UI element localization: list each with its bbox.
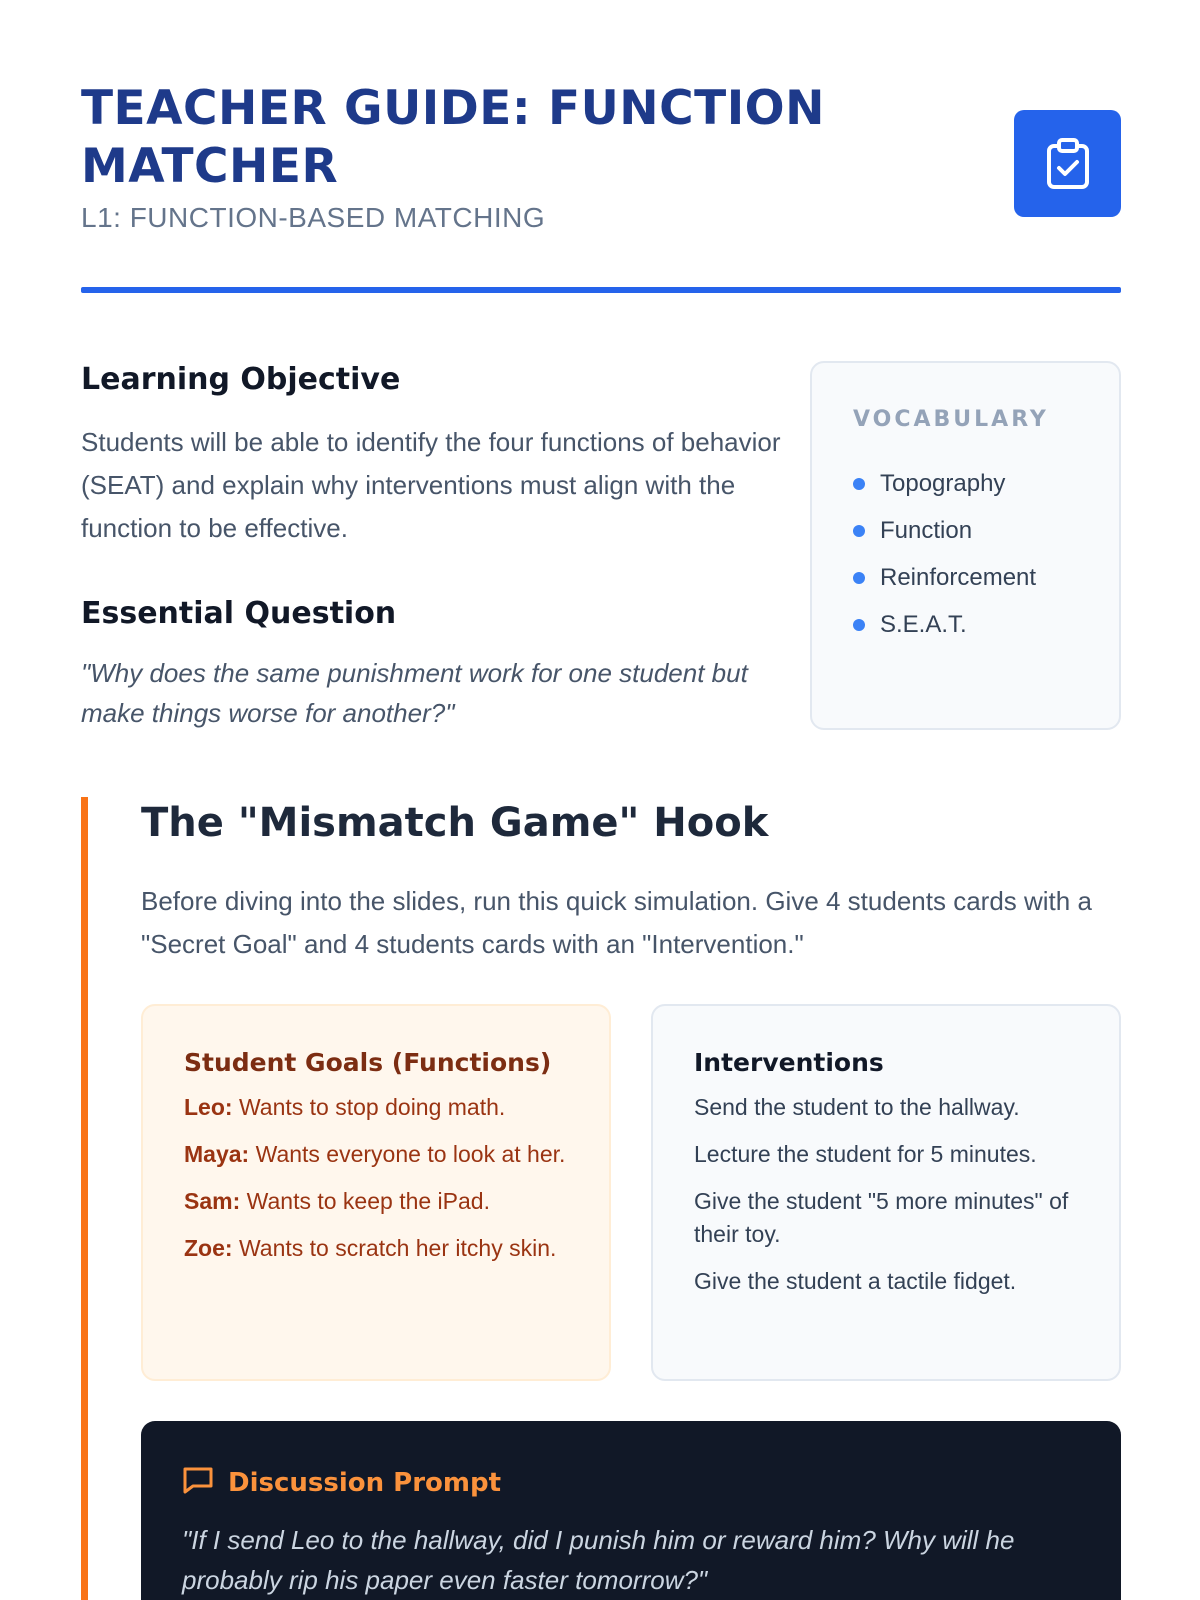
intervention-item: Lecture the student for 5 minutes. (694, 1141, 1037, 1167)
student-name: Sam: (184, 1188, 241, 1214)
page-title: TEACHER GUIDE: FUNCTION MATCHER (81, 81, 825, 194)
goal-item (184, 1091, 574, 1124)
discussion-prompt-text: "If I send Leo to the hallway, did I punish him or reward him? Why will he probably rip his paper even faster tomorrow?" (182, 1525, 1015, 1595)
interventions-card (651, 1004, 1121, 1381)
vocabulary-term: Topography (880, 469, 1006, 497)
objective-section (81, 362, 781, 733)
intervention-item: Give the student a tactile fidget. (694, 1268, 1017, 1294)
objective-text: Students will be able to identify the four functions of behavior (SEAT) and explain why interventions must align with the function to be effective. (81, 427, 781, 543)
interventions-title: Interventions (694, 1048, 884, 1077)
goal-text: Wants to stop doing math. (232, 1094, 506, 1120)
vocabulary-card (810, 361, 1121, 730)
vocabulary-item (853, 601, 1119, 648)
student-name: Zoe: (184, 1235, 233, 1261)
goal-item (184, 1185, 574, 1218)
header-divider (81, 287, 1121, 293)
chat-bubble-icon (182, 1465, 214, 1500)
hook-text: Before diving into the slides, run this quick simulation. Give 4 students cards with a "Secret Goal" and 4 students cards with an "Intervention." (141, 886, 1092, 959)
vocabulary-list (853, 460, 1119, 648)
bullet-dot-icon (853, 572, 865, 584)
goal-text: Wants to scratch her itchy skin. (232, 1235, 557, 1261)
page-subtitle: L1: FUNCTION-BASED MATCHING (81, 202, 546, 233)
student-goals-card (141, 1004, 611, 1381)
essential-question-text: "Why does the same punishment work for one student but make things worse for another?" (81, 658, 748, 728)
goal-item (184, 1138, 574, 1171)
vocabulary-item (853, 554, 1119, 601)
page-header (81, 80, 1121, 294)
hook-title: The "Mismatch Game" Hook (141, 800, 769, 846)
objective-heading: Learning Objective (81, 362, 401, 397)
student-goals-list (184, 1091, 574, 1265)
vocabulary-term: Reinforcement (880, 563, 1037, 591)
intervention-item: Send the student to the hallway. (694, 1094, 1020, 1120)
interventions-list (694, 1091, 1084, 1298)
discussion-prompt-title: Discussion Prompt (228, 1467, 502, 1498)
goal-item (184, 1232, 574, 1265)
goal-text: Wants to keep the iPad. (240, 1188, 490, 1214)
hook-accent-bar (81, 797, 88, 1600)
student-name: Leo: (184, 1094, 233, 1120)
vocabulary-title: VOCABULARY (853, 407, 1049, 432)
vocabulary-item (853, 507, 1119, 554)
discussion-prompt-card (141, 1421, 1121, 1600)
clipboard-check-icon (1014, 110, 1121, 217)
vocabulary-term: S.E.A.T. (880, 610, 967, 638)
student-name: Maya: (184, 1141, 250, 1167)
bullet-dot-icon (853, 525, 865, 537)
hook-section (141, 800, 1121, 966)
essential-question-heading: Essential Question (81, 596, 397, 631)
goal-text: Wants everyone to look at her. (249, 1141, 566, 1167)
bullet-dot-icon (853, 619, 865, 631)
discussion-prompt-header (182, 1465, 1121, 1500)
vocabulary-item (853, 460, 1119, 507)
vocabulary-term: Function (880, 516, 973, 544)
intervention-item: Give the student "5 more minutes" of their toy. (694, 1188, 1069, 1247)
student-goals-title: Student Goals (Functions) (184, 1048, 552, 1077)
bullet-dot-icon (853, 478, 865, 490)
